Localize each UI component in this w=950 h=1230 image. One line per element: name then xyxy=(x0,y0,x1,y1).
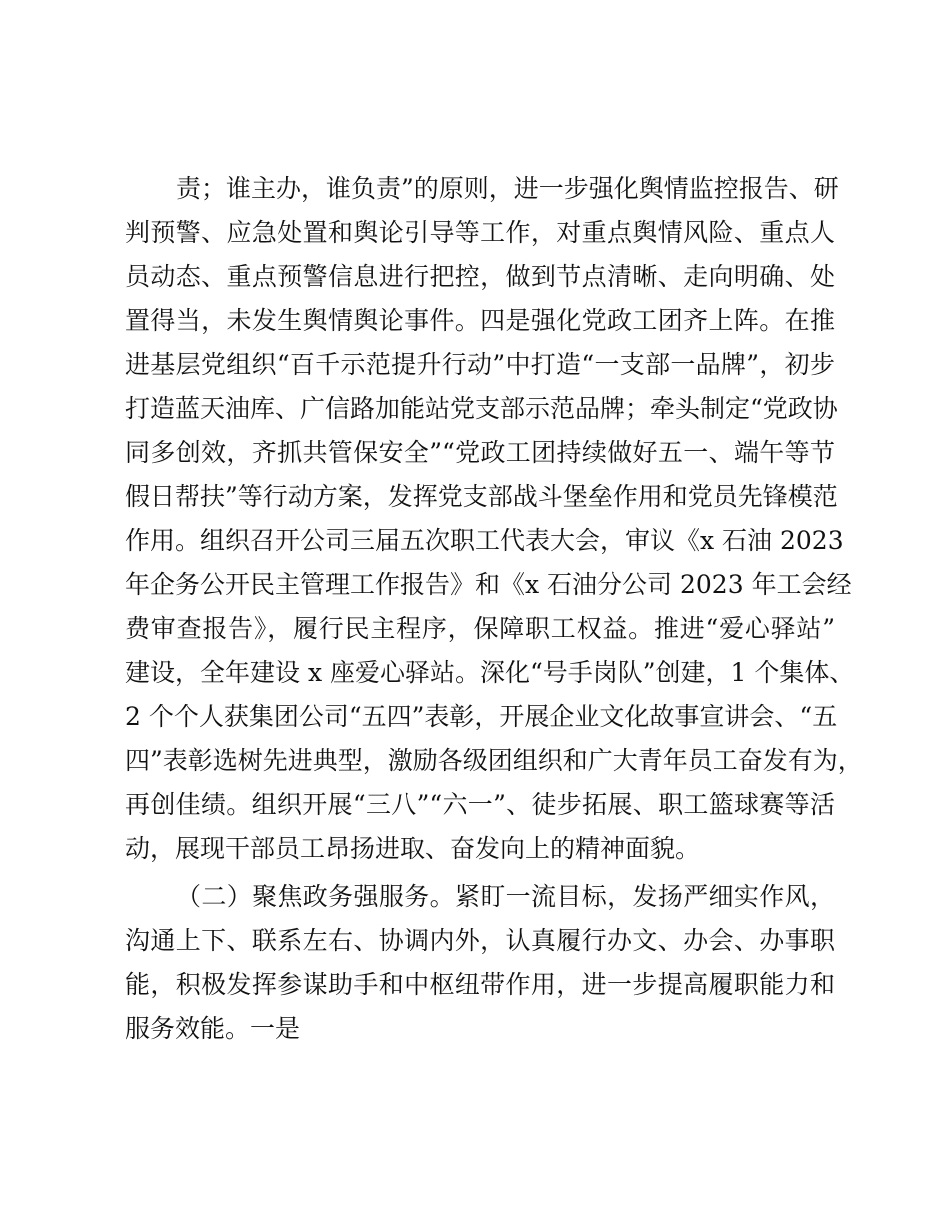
paragraph-line: 进基层党组织“百千示范提升行动”中打造“一支部一品牌”，初步 xyxy=(125,350,835,379)
paragraph-line: 建设，全年建设 x 座爱心驿站。深化“号手岗队”创建，1 个集体、 xyxy=(125,658,855,687)
paragraph-line: 打造蓝天油库、广信路加能站党支部示范品牌；牵头制定“党政协 xyxy=(125,394,838,423)
paragraph-line: 假日帮扶”等行动方案，发挥党支部战斗堡垒作用和党员先锋模范 xyxy=(125,482,838,511)
paragraph-line: 费审查报告》，履行民主程序，保障职工权益。推进“爱心驿站” xyxy=(125,614,835,643)
paragraph-line: 再创佳绩。组织开展“三八”“六一”、徒步拓展、职工篮球赛等活 xyxy=(125,790,835,819)
paragraph-line: 置得当，未发生舆情舆论事件。四是强化党政工团齐上阵。在推 xyxy=(125,306,835,335)
paragraph-line: 能，积极发挥参谋助手和中枢纽带作用，进一步提高履职能力和 xyxy=(125,970,835,999)
paragraph-line: 动，展现干部员工昂扬进取、奋发向上的精神面貌。 xyxy=(125,834,701,863)
paragraph-line: 沟通上下、联系左右、协调内外，认真履行办文、办会、办事职 xyxy=(125,926,835,955)
paragraph-line: 判预警、应急处置和舆论引导等工作，对重点舆情风险、重点人 xyxy=(125,218,835,247)
paragraph-line: 作用。组织召开公司三届五次职工代表大会，审议《x 石油 2023 xyxy=(125,526,844,555)
paragraph-line: 2 个个人获集团公司“五四”表彰，开展企业文化故事宣讲会、“五 xyxy=(125,702,838,731)
paragraph-line: 年企务公开民主管理工作报告》和《x 石油分公司 2023 年工会经 xyxy=(125,570,852,599)
paragraph-line: 员动态、重点预警信息进行把控，做到节点清晰、走向明确、处 xyxy=(125,262,835,291)
section-heading-line: （二）聚焦政务强服务。紧盯一流目标，发扬严细实作风， xyxy=(176,882,835,911)
paragraph-line: 同多创效，齐抓共管保安全”“党政工团持续做好五一、端午等节 xyxy=(125,438,835,467)
paragraph-line: 责；谁主办，谁负责”的原则，进一步强化舆情监控报告、研 xyxy=(176,174,839,203)
paragraph-line: 服务效能。一是 xyxy=(125,1014,301,1043)
paragraph-line: 四”表彰选树先进典型，激励各级团组织和广大青年员工奋发有为， xyxy=(125,746,863,775)
